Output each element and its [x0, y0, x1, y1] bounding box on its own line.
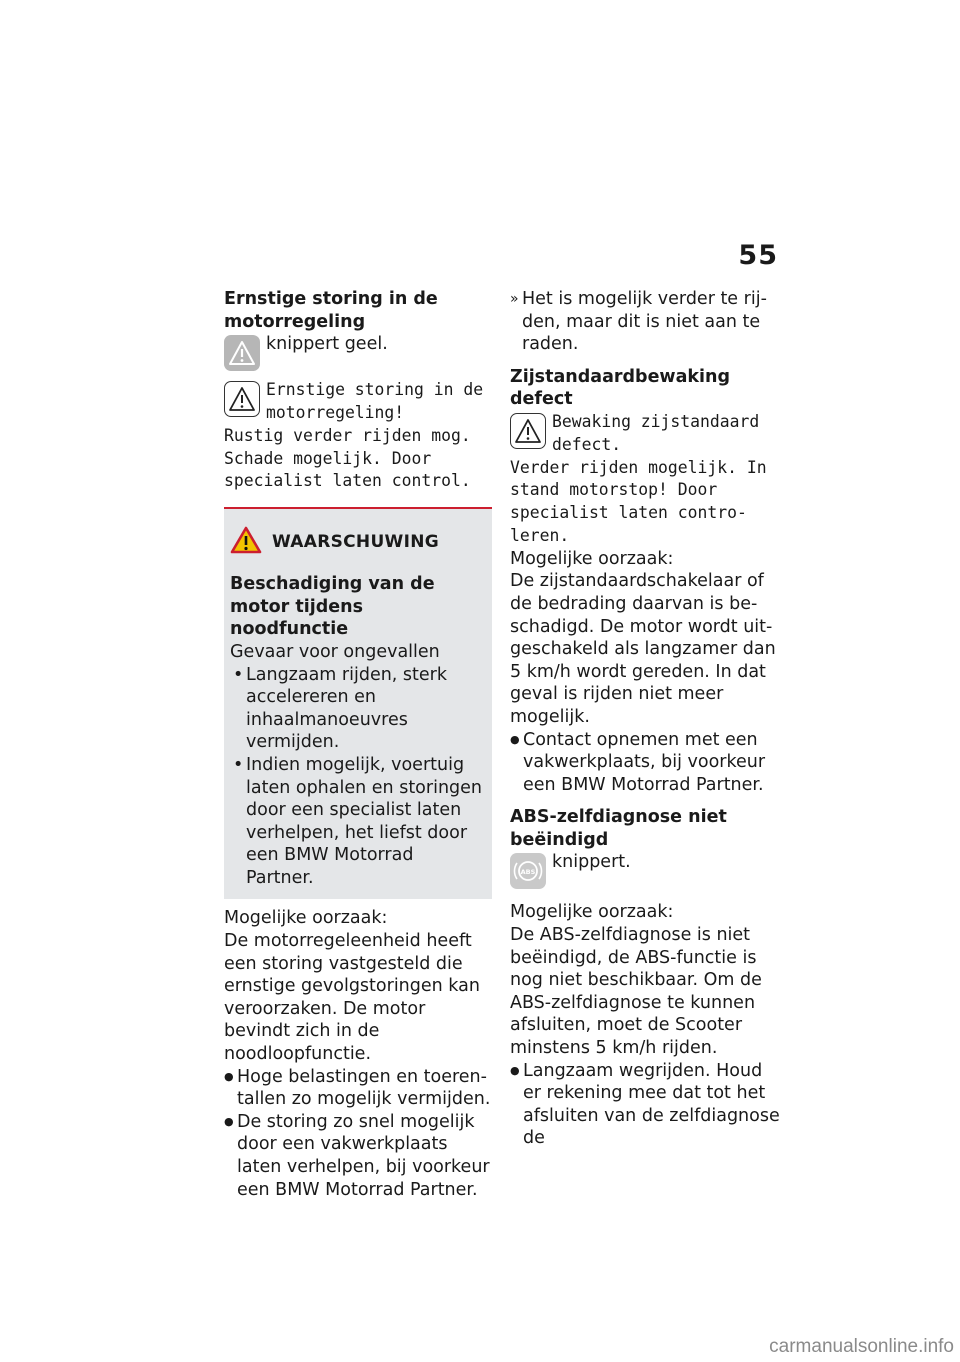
warning-triangle-icon: [224, 335, 260, 371]
warning-sign-icon: [230, 525, 262, 559]
watermark: carmanualsonline.info: [769, 1336, 954, 1357]
abs-icon-label: ABS: [520, 868, 536, 877]
result-note: [510, 288, 782, 356]
indicator-text: knippert geel.: [266, 334, 388, 355]
section-title-abs: ABS-zelfdiagnose niet beëindigd: [510, 807, 727, 850]
section-title-sidestand: Zijstandaardbewaking defect: [510, 366, 731, 410]
right-column: [510, 288, 782, 1150]
action-list: [510, 1060, 782, 1150]
cause-text: De ABS-zelfdiagnose is niet beëindigd, de ABS-functie is nog niet beschikbaar. Om de ABS-zelfdiagnose te kunnen afsluiten, moet de Scooter minstens 5 km/h rijden.: [510, 925, 762, 1059]
cause-text: De motorregeleenheid heeft een storing vastgesteld die ernstige gevolgstoringen kan veroorzaken. De motor bevindt zich in de noodloopfunctie.: [224, 931, 480, 1065]
list-item: ● De storing zo snel mogelijk door een vakwerkplaats laten verhelpen, bij voorkeur een BMW Motorrad Partner.: [224, 1111, 492, 1201]
warning-title: Beschadiging van de motor tijdens noodfunctie: [230, 574, 435, 640]
indicator-text: knippert.: [552, 852, 631, 873]
warning-label: WAARSCHUWING: [272, 532, 440, 553]
display-message-sidestand: [510, 411, 782, 548]
cause-label: Mogelijke oorzaak:: [224, 908, 388, 929]
display-message-rest: Verder rijden mogelijk. In stand motorstop! Door specialist laten controleren.: [510, 457, 767, 545]
display-message-first: Bewaking zijstandaard defect.: [552, 411, 760, 454]
warning-triangle-outline-icon: [224, 381, 260, 417]
section-title-engine-fault: Ernstige storing in de motorregeling: [224, 289, 438, 332]
cause-label: Mogelijke oorzaak:: [510, 548, 674, 569]
display-message-engine-fault: [224, 379, 492, 493]
action-list: [224, 1066, 492, 1202]
warning-list: [230, 664, 486, 890]
display-message-rest: Rustig verder rijden mog. Schade mogelijk. Door specialist laten control.: [224, 425, 471, 491]
result-arrow: »: [510, 291, 519, 307]
list-item: ● Contact opnemen met een vakwerkplaats, bij voorkeur een BMW Motorrad Partner.: [510, 729, 782, 797]
list-item: ● Langzaam wegrijden. Houd er rekening mee dat tot het afsluiten van de zelfdiagnose de: [510, 1060, 782, 1150]
warning-box: [224, 507, 492, 899]
cause-text: De zijstandaardschakelaar of de bedrading daarvan is beschadigd. De motor wordt uitgeschakeld als langzamer dan 5 km/h wordt gereden. In dat geval is rijden niet meer mogelijk.: [510, 571, 776, 727]
list-item: • Langzaam rijden, sterk accelereren en inhaalmanoeuvres vermijden.: [230, 664, 486, 754]
display-message-first: Ernstige storing in de motorregeling!: [266, 380, 484, 422]
action-list: [510, 729, 782, 797]
indicator-row-abs: [510, 851, 782, 891]
page-number: 55: [738, 240, 778, 271]
cause-label: Mogelijke oorzaak:: [510, 902, 674, 923]
warning-subtitle: Gevaar voor ongevallen: [230, 641, 440, 662]
result-text: Het is mogelijk verder te rijden, maar dit is niet aan te raden.: [522, 289, 767, 355]
list-item: • Indien mogelijk, voertuig laten ophalen en storingen door een specialist laten verhelpen, het liefst door een BMW Motorrad Partner.: [230, 754, 486, 890]
abs-icon: [510, 853, 546, 889]
indicator-row: [224, 333, 492, 373]
left-column: [224, 288, 492, 1201]
warning-triangle-outline-icon: [510, 413, 546, 449]
list-item: ● Hoge belastingen en toerentallen zo mogelijk vermijden.: [224, 1066, 492, 1111]
warning-header: [230, 525, 486, 559]
